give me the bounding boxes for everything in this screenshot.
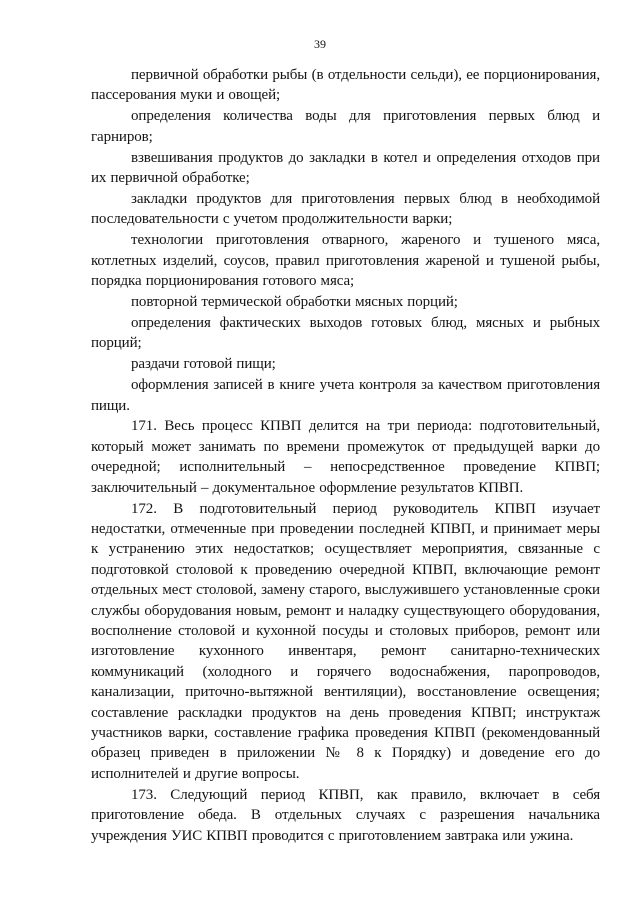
paragraph: раздачи готовой пищи; [131,356,276,373]
paragraph: определения фактических выходов готовых блюд, мясных и рыбных порций; [91,314,600,352]
paragraph: взвешивания продуктов до закладки в котел и определения отходов при их первичной обработке; [91,149,600,187]
paragraph-173: 173. Следующий период КПВП, как правило, включает в себя приготовление обеда. В отдельных случаях с разрешения начальника учреждения УИС КПВП проводится с приготовлением завтрака или ужина. [91,786,600,844]
paragraph: технологии приготовления отварного, жареного и тушеного мяса, котлетных изделий, соусов, правил приготовления жареной и тушеной рыбы, порядка порционирования готового мяса; [91,232,600,290]
paragraph: первичной обработки рыбы (в отдельности сельди), ее порционирования, пассерования муки и овощей; [91,67,600,104]
document-body [91,65,600,846]
paragraph: закладки продуктов для приготовления первых блюд в необходимой последовательности с учетом продолжительности варки; [91,190,600,228]
paragraph-172: 172. В подготовительный период руководитель КПВП изучает недостатки, отмеченные при проведении последней КПВП, и принимает меры к устранению этих недостатков; осуществляет мероприятия, связанные с подготовкой столовой к проведению очередной КПВП, включающие ремонт отдельных мест столовой, замену старого, выслужившего установленные сроки службы оборудования новым, ремонт и наладку существующего оборудования, восполнение столовой и кухонной посуды и столовых приборов, ремонт или изготовление кухонного инвентаря, ремонт санитарно-технических коммуникаций (холодного и горячего водоснабжения, паропроводов, канализации, приточно-вытяжной вентиляции), восстановление освещения; составление раскладки продуктов на день проведения КПВП; инструктаж участников варки, составление графика проведения КПВП (рекомендованный образец приведен в приложении № 8 к Порядку) и доведение его до исполнителей и другие вопросы. [91,500,600,782]
paragraph: определения количества воды для приготовления первых блюд и гарниров; [91,108,600,145]
paragraph-171: 171. Весь процесс КПВП делится на три периода: подготовительный, который может занимать по времени промежуток от предыдущей варки до очередной; исполнительный – непосредственное проведение КПВП; заключительный – документальное оформление результатов КПВП. [91,418,600,496]
paragraph: оформления записей в книге учета контроля за качеством приготовления пищи. [91,377,600,414]
page-number: 39 [314,37,326,51]
paragraph: повторной термической обработки мясных порций; [131,293,458,310]
